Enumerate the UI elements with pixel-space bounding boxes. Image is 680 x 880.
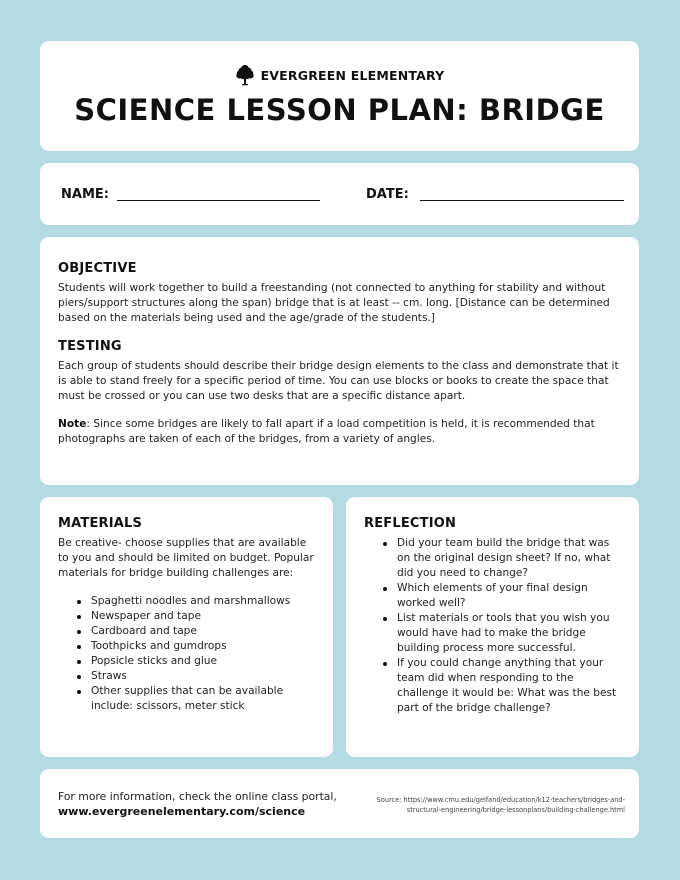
testing-section [58, 339, 621, 447]
list-item: Other supplies that can be available include: scissors, meter stick [58, 684, 315, 714]
list-item: Toothpicks and gumdrops [58, 639, 315, 654]
source-citation: Source: https://www.cmu.edu/gelfand/education/k12-teachers/bridges-and-structural-engineering/bridge-lessonplans/building-challenge.html [376, 796, 625, 814]
list-item: Newspaper and tape [58, 609, 315, 624]
reflection-card [346, 497, 639, 757]
header-card [40, 41, 639, 151]
list-item: Spaghetti noodles and marshmallows [58, 594, 315, 609]
list-item: Straws [58, 669, 315, 684]
list-item: Cardboard and tape [58, 624, 315, 639]
page-title: SCIENCE LESSON PLAN: BRIDGE [74, 93, 605, 127]
reflection-list [364, 536, 621, 716]
materials-intro: Be creative- choose supplies that are available to you and should be limited on budget. Popular materials for bridge building challenges are: [58, 537, 314, 579]
reflection-heading: REFLECTION [364, 516, 457, 531]
name-label: NAME: [61, 187, 109, 202]
materials-heading: MATERIALS [58, 516, 143, 531]
footer-card [40, 769, 639, 838]
list-item: Did your team build the bridge that was on the original design sheet? If no, what did you need to change? [364, 536, 621, 581]
objective-testing-card [40, 237, 639, 485]
objective-section [58, 261, 621, 326]
list-item: Which elements of your final design worked well? [364, 581, 621, 611]
tree-icon [235, 64, 255, 86]
date-field[interactable] [420, 200, 624, 201]
list-item: List materials or tools that you wish you would have had to make the bridge building process more successful. [364, 611, 621, 656]
list-item: Popsicle sticks and glue [58, 654, 315, 669]
date-label: DATE: [366, 187, 409, 202]
objective-heading: OBJECTIVE [58, 261, 137, 276]
school-name: EVERGREEN ELEMENTARY [260, 67, 445, 83]
school-brand [40, 64, 639, 86]
objective-text: Students will work together to build a freestanding (not connected to anything for stability and without piers/support structures along the span) bridge that is at least -- cm. long. [Distance can be determined based on the materials being used and the age/grade of the students.] [58, 282, 610, 324]
materials-card [40, 497, 333, 757]
footer-info-text: For more information, check the online class portal, [58, 790, 337, 803]
testing-heading: TESTING [58, 339, 122, 354]
name-field[interactable] [117, 200, 320, 201]
list-item: If you could change anything that your team did when responding to the challenge it would be: What was the best part of the bridge challenge? [364, 656, 621, 716]
testing-text: Each group of students should describe their bridge design elements to the class and demonstrate that it is able to stand freely for a specific period of time. You can use blocks or books to create the space that must be crossed or you can use two desks that are a specific distance apart. [58, 360, 619, 402]
portal-link[interactable]: www.evergreenelementary.com/science [58, 805, 306, 818]
note-text: : Since some bridges are likely to fall apart if a load competition is held, it is recommended that photographs are taken of each of the bridges, from a variety of angles. [58, 418, 595, 445]
testing-note [58, 417, 621, 447]
materials-list [58, 594, 315, 714]
note-label: Note [58, 418, 87, 430]
name-date-card [40, 163, 639, 225]
